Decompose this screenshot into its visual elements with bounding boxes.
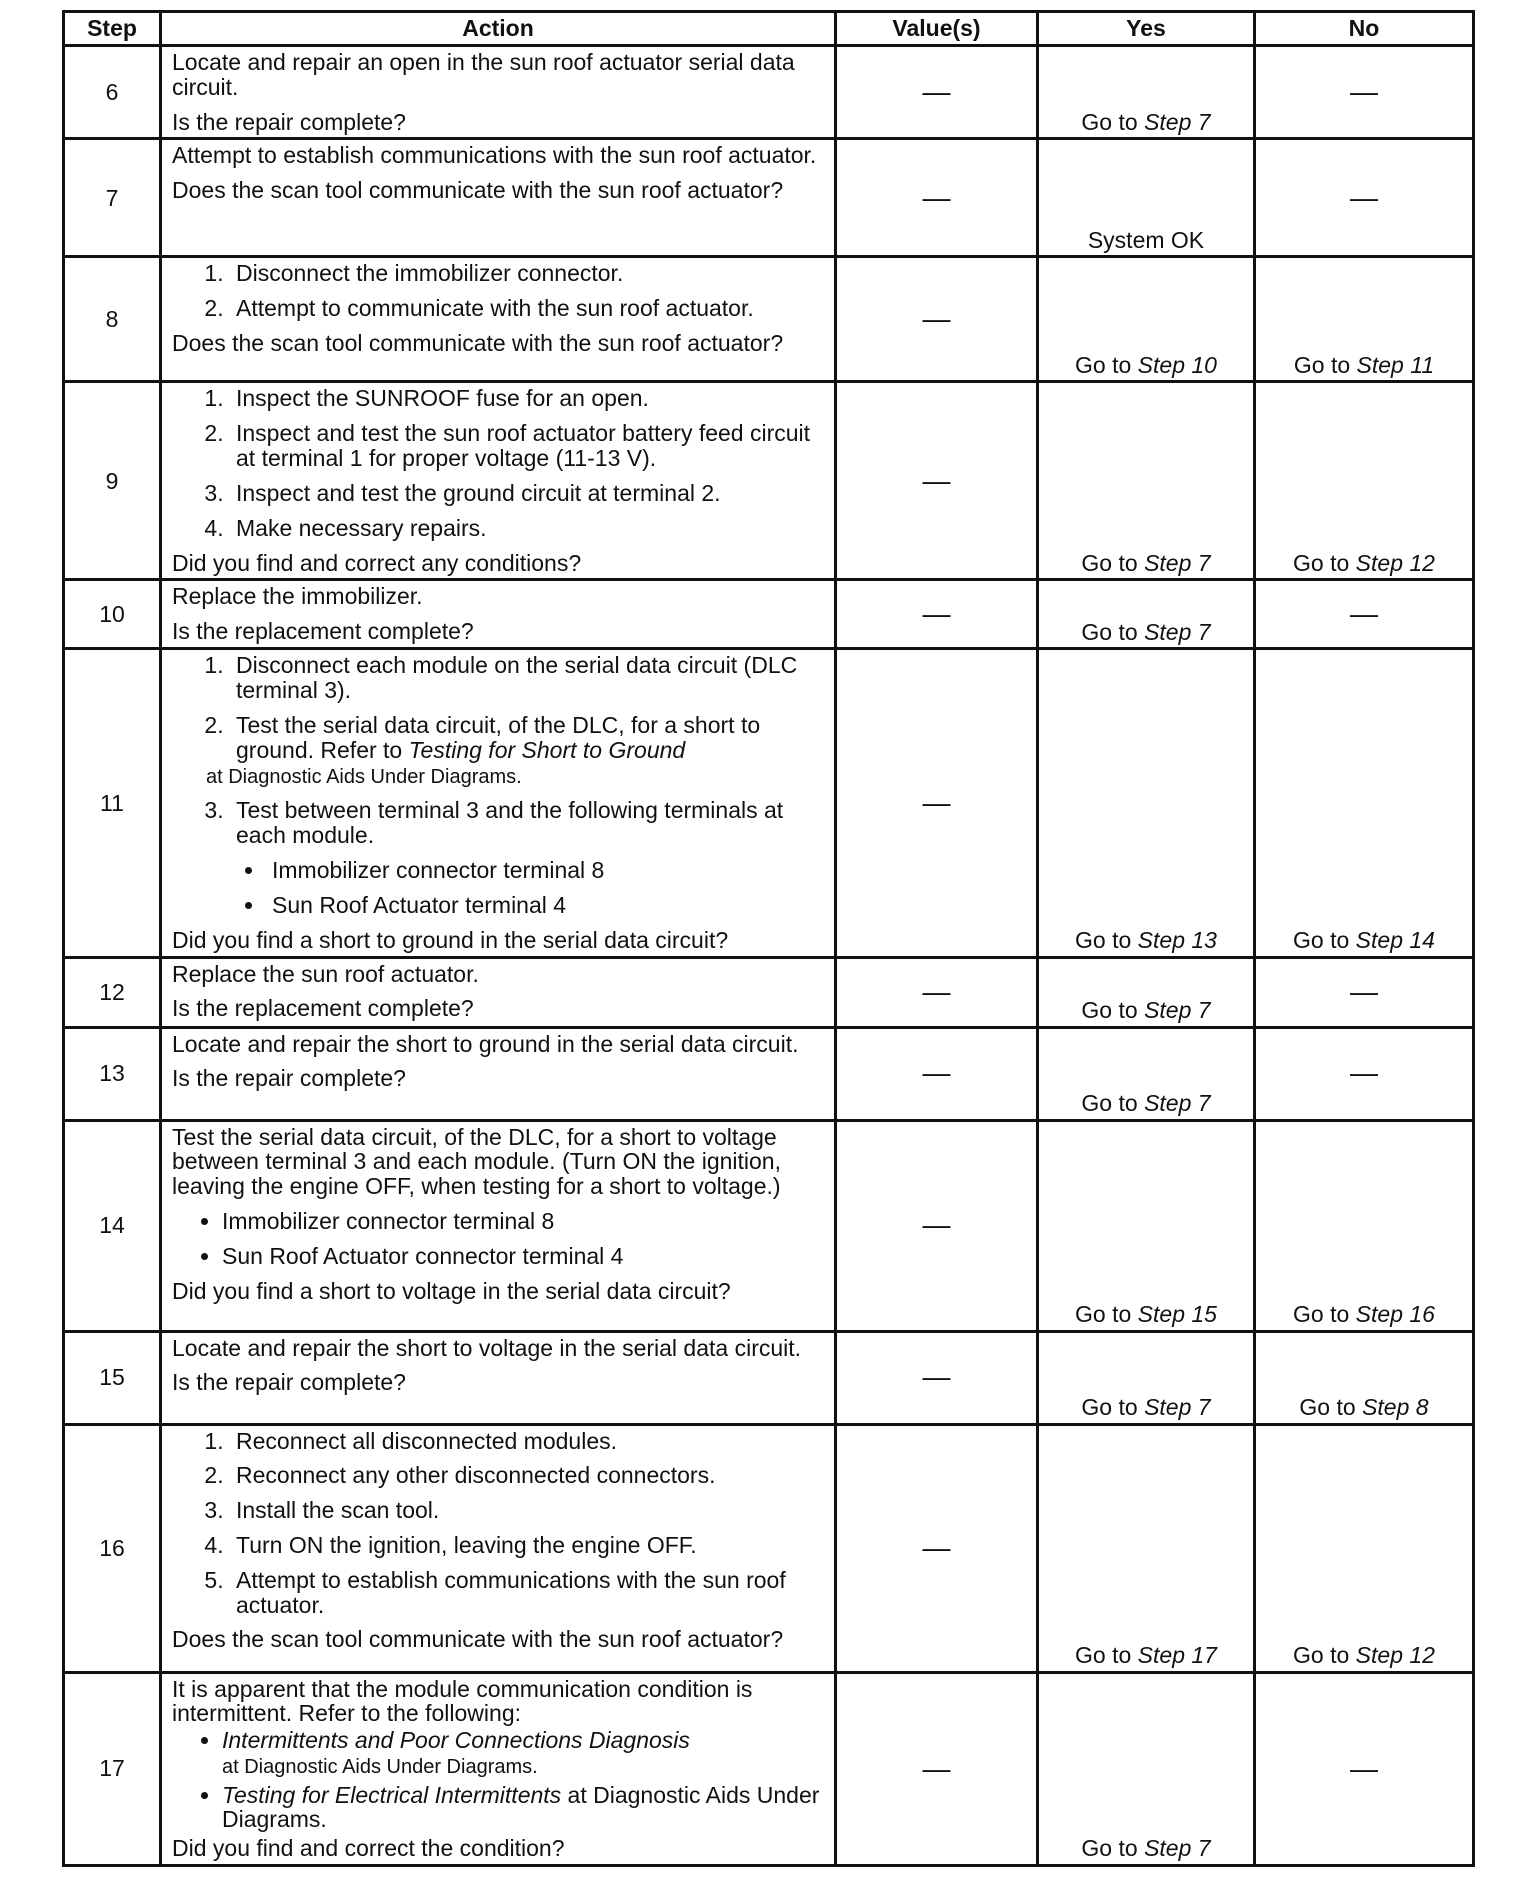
action-text: Locate and repair the short to voltage in the serial data circuit.: [172, 1334, 802, 1361]
action-text: Attempt to establish communications with the sun roof actuator.: [172, 142, 817, 169]
list-item: 1. Disconnect each module on the serial data circuit (DLC terminal 3).: [230, 653, 826, 703]
no-step-link[interactable]: Step 12: [1355, 549, 1435, 576]
table-row: [64, 139, 1474, 257]
no-prefix: Go to: [1299, 1393, 1363, 1420]
yes-step-link[interactable]: Step 7: [1144, 1393, 1211, 1420]
no-step-link[interactable]: Step 12: [1355, 1641, 1435, 1668]
table-row: [64, 1672, 1474, 1866]
yes-cell: [1038, 1027, 1255, 1120]
value-cell: —: [836, 1672, 1038, 1866]
table-row: [64, 580, 1474, 649]
terminal-list: [172, 1209, 826, 1269]
step-number: 12: [64, 957, 161, 1027]
value-cell: —: [836, 1331, 1038, 1424]
no-prefix: Go to: [1293, 1300, 1356, 1327]
action-steps-list: [172, 1429, 826, 1618]
no-step-link[interactable]: Step 16: [1355, 1300, 1435, 1327]
action-cell: [161, 649, 836, 957]
action-cell: [161, 1672, 836, 1866]
value-cell: —: [836, 46, 1038, 139]
action-steps-list: [172, 653, 826, 917]
yes-step-link[interactable]: Step 7: [1144, 108, 1211, 135]
step-number: 9: [64, 382, 161, 580]
yes-prefix: Go to: [1075, 1300, 1138, 1327]
list-item-text: Test the serial data circuit, of the DLC, for a short to ground. Refer to: [236, 712, 761, 763]
yes-cell: [1038, 1424, 1255, 1672]
no-cell: —: [1255, 46, 1474, 139]
yes-cell: [1038, 46, 1255, 139]
table-row: [64, 957, 1474, 1027]
action-question: Is the repair complete?: [172, 108, 406, 135]
action-cell: [161, 1120, 836, 1331]
value-cell: —: [836, 139, 1038, 257]
yes-prefix: Go to: [1075, 926, 1138, 953]
table-row: [64, 257, 1474, 382]
step-number: 10: [64, 580, 161, 649]
list-item: 1. Inspect the SUNROOF fuse for an open.: [230, 386, 826, 411]
header-no: No: [1255, 12, 1474, 46]
action-question: Does the scan tool communicate with the sun roof actuator?: [172, 330, 784, 357]
action-cell: [161, 1027, 836, 1120]
bullet-item: • Sun Roof Actuator terminal 4: [266, 893, 826, 918]
no-step-link[interactable]: Step 8: [1362, 1393, 1429, 1420]
action-cell: [161, 580, 836, 649]
yes-step-link[interactable]: Step 7: [1144, 618, 1211, 645]
action-question: Is the replacement complete?: [172, 995, 474, 1022]
bullet-item: • Immobilizer connector terminal 8: [266, 858, 826, 883]
action-steps-list: [172, 386, 826, 540]
action-text: Replace the sun roof actuator.: [172, 960, 479, 987]
action-text: Locate and repair the short to ground in the serial data circuit.: [172, 1030, 799, 1057]
yes-step-link[interactable]: Step 10: [1137, 351, 1217, 378]
yes-cell: [1038, 1672, 1255, 1866]
yes-prefix: Go to: [1075, 351, 1138, 378]
no-cell: —: [1255, 1672, 1474, 1866]
yes-cell: [1038, 957, 1255, 1027]
yes-prefix: Go to: [1081, 1089, 1145, 1116]
action-question: Did you find and correct the condition?: [172, 1835, 565, 1862]
step-number: 6: [64, 46, 161, 139]
action-question: Is the repair complete?: [172, 1065, 406, 1092]
action-question: Is the repair complete?: [172, 1369, 406, 1396]
no-cell: —: [1255, 1027, 1474, 1120]
value-cell: —: [836, 1120, 1038, 1331]
yes-prefix: Go to: [1081, 549, 1145, 576]
reference-list: [172, 1728, 826, 1832]
yes-cell: System OK: [1038, 139, 1255, 257]
value-cell: —: [836, 580, 1038, 649]
list-item: 2. Reconnect any other disconnected connectors.: [230, 1463, 826, 1488]
yes-cell: [1038, 580, 1255, 649]
table-row: [64, 649, 1474, 957]
list-item: [206, 712, 826, 788]
step-number: 11: [64, 649, 161, 957]
action-text: Test the serial data circuit, of the DLC, for a short to voltage between terminal 3 and each module. (Turn ON the ignition, leaving the engine OFF, when testing for a short to voltage.): [172, 1123, 781, 1200]
value-cell: —: [836, 382, 1038, 580]
diagnostic-table-sheet: [62, 10, 1472, 1867]
list-item: 2. Attempt to communicate with the sun roof actuator.: [230, 296, 826, 321]
yes-step-link[interactable]: Step 7: [1144, 549, 1211, 576]
reference-location: at Diagnostic Aids Under Diagrams.: [206, 765, 522, 788]
no-prefix: Go to: [1293, 351, 1357, 378]
action-cell: [161, 46, 836, 139]
action-cell: [161, 257, 836, 382]
step-number: 8: [64, 257, 161, 382]
no-cell: —: [1255, 957, 1474, 1027]
list-item: 1. Disconnect the immobilizer connector.: [230, 261, 826, 286]
no-cell: [1255, 1424, 1474, 1672]
no-step-link[interactable]: Step 11: [1356, 351, 1435, 378]
no-cell: —: [1255, 580, 1474, 649]
value-cell: —: [836, 1424, 1038, 1672]
yes-cell: [1038, 1331, 1255, 1424]
yes-step-link[interactable]: Step 7: [1144, 1089, 1211, 1116]
yes-step-link[interactable]: Step 17: [1137, 1641, 1217, 1668]
action-cell: [161, 957, 836, 1027]
header-yes: Yes: [1038, 12, 1255, 46]
yes-prefix: Go to: [1081, 1393, 1145, 1420]
list-item: 2. Inspect and test the sun roof actuator battery feed circuit at terminal 1 for proper voltage (11-13 V).: [230, 421, 826, 471]
list-item: 4. Make necessary repairs.: [230, 516, 826, 541]
yes-cell: [1038, 649, 1255, 957]
reference-link[interactable]: Testing for Short to Ground: [408, 736, 686, 763]
header-step: Step: [64, 12, 161, 46]
yes-prefix: Go to: [1081, 1835, 1145, 1862]
list-item: 3. Inspect and test the ground circuit at terminal 2.: [230, 481, 826, 506]
yes-cell: [1038, 1120, 1255, 1331]
list-item: 4. Turn ON the ignition, leaving the engine OFF.: [230, 1533, 826, 1558]
value-cell: —: [836, 649, 1038, 957]
reference-link[interactable]: Testing for Electrical Intermittents: [222, 1781, 562, 1808]
list-item: 1. Reconnect all disconnected modules.: [230, 1429, 826, 1454]
terminal-list: [236, 858, 826, 918]
reference-link[interactable]: Intermittents and Poor Connections Diagnosis: [222, 1727, 690, 1754]
table-row: [64, 1424, 1474, 1672]
table-row: [64, 1027, 1474, 1120]
yes-step-link[interactable]: Step 7: [1144, 1835, 1211, 1862]
step-number: 7: [64, 139, 161, 257]
action-question: Did you find a short to voltage in the serial data circuit?: [172, 1277, 731, 1304]
no-prefix: Go to: [1293, 926, 1356, 953]
list-item: 5. Attempt to establish communications with the sun roof actuator.: [230, 1568, 826, 1618]
yes-step-link[interactable]: Step 13: [1137, 926, 1217, 953]
yes-prefix: Go to: [1081, 618, 1145, 645]
reference-location: at Diagnostic Aids Under Diagrams.: [222, 1781, 820, 1833]
bullet-item: • Sun Roof Actuator connector terminal 4: [222, 1244, 826, 1269]
action-cell: [161, 382, 836, 580]
action-question: Is the replacement complete?: [172, 618, 474, 645]
action-cell: [161, 139, 836, 257]
table-row: [64, 1331, 1474, 1424]
no-prefix: Go to: [1293, 1641, 1356, 1668]
list-item: [230, 798, 826, 917]
list-item: 3. Install the scan tool.: [230, 1498, 826, 1523]
table-row: [64, 382, 1474, 580]
bullet-item: • Immobilizer connector terminal 8: [222, 1209, 826, 1234]
action-question: Did you find a short to ground in the serial data circuit?: [172, 926, 729, 953]
action-text: Locate and repair an open in the sun roof actuator serial data circuit.: [172, 49, 795, 100]
step-number: 14: [64, 1120, 161, 1331]
action-question: Does the scan tool communicate with the sun roof actuator?: [172, 177, 784, 204]
yes-cell: [1038, 382, 1255, 580]
action-text: It is apparent that the module communication condition is intermittent. Refer to the following:: [172, 1675, 753, 1727]
no-cell: [1255, 257, 1474, 382]
action-cell: [161, 1424, 836, 1672]
no-cell: [1255, 1331, 1474, 1424]
reference-location: at Diagnostic Aids Under Diagrams.: [222, 1755, 538, 1778]
no-cell: [1255, 1120, 1474, 1331]
table-row: [64, 46, 1474, 139]
header-values: Value(s): [836, 12, 1038, 46]
header-row: [64, 12, 1474, 46]
no-cell: [1255, 649, 1474, 957]
yes-step-link[interactable]: Step 15: [1137, 1300, 1217, 1327]
action-question: Does the scan tool communicate with the sun roof actuator?: [172, 1626, 784, 1653]
yes-step-link[interactable]: Step 7: [1144, 996, 1211, 1023]
no-step-link[interactable]: Step 14: [1355, 926, 1435, 953]
yes-prefix: Go to: [1081, 996, 1145, 1023]
step-number: 13: [64, 1027, 161, 1120]
table-row: [64, 1120, 1474, 1331]
diagnostic-table: [62, 10, 1475, 1867]
action-cell: [161, 1331, 836, 1424]
step-number: 17: [64, 1672, 161, 1866]
no-cell: [1255, 382, 1474, 580]
list-item-text: Test between terminal 3 and the following terminals at each module.: [236, 797, 784, 849]
value-cell: —: [836, 957, 1038, 1027]
value-cell: —: [836, 1027, 1038, 1120]
bullet-item: [222, 1783, 826, 1833]
step-number: 16: [64, 1424, 161, 1672]
step-number: 15: [64, 1331, 161, 1424]
yes-prefix: Go to: [1075, 1641, 1138, 1668]
bullet-item: [222, 1728, 826, 1778]
action-text: Replace the immobilizer.: [172, 583, 423, 610]
yes-cell: [1038, 257, 1255, 382]
yes-prefix: Go to: [1081, 108, 1145, 135]
value-cell: —: [836, 257, 1038, 382]
no-prefix: Go to: [1293, 549, 1356, 576]
action-question: Did you find and correct any conditions?: [172, 549, 582, 576]
header-action: Action: [161, 12, 836, 46]
action-steps-list: [172, 261, 826, 321]
no-cell: —: [1255, 139, 1474, 257]
